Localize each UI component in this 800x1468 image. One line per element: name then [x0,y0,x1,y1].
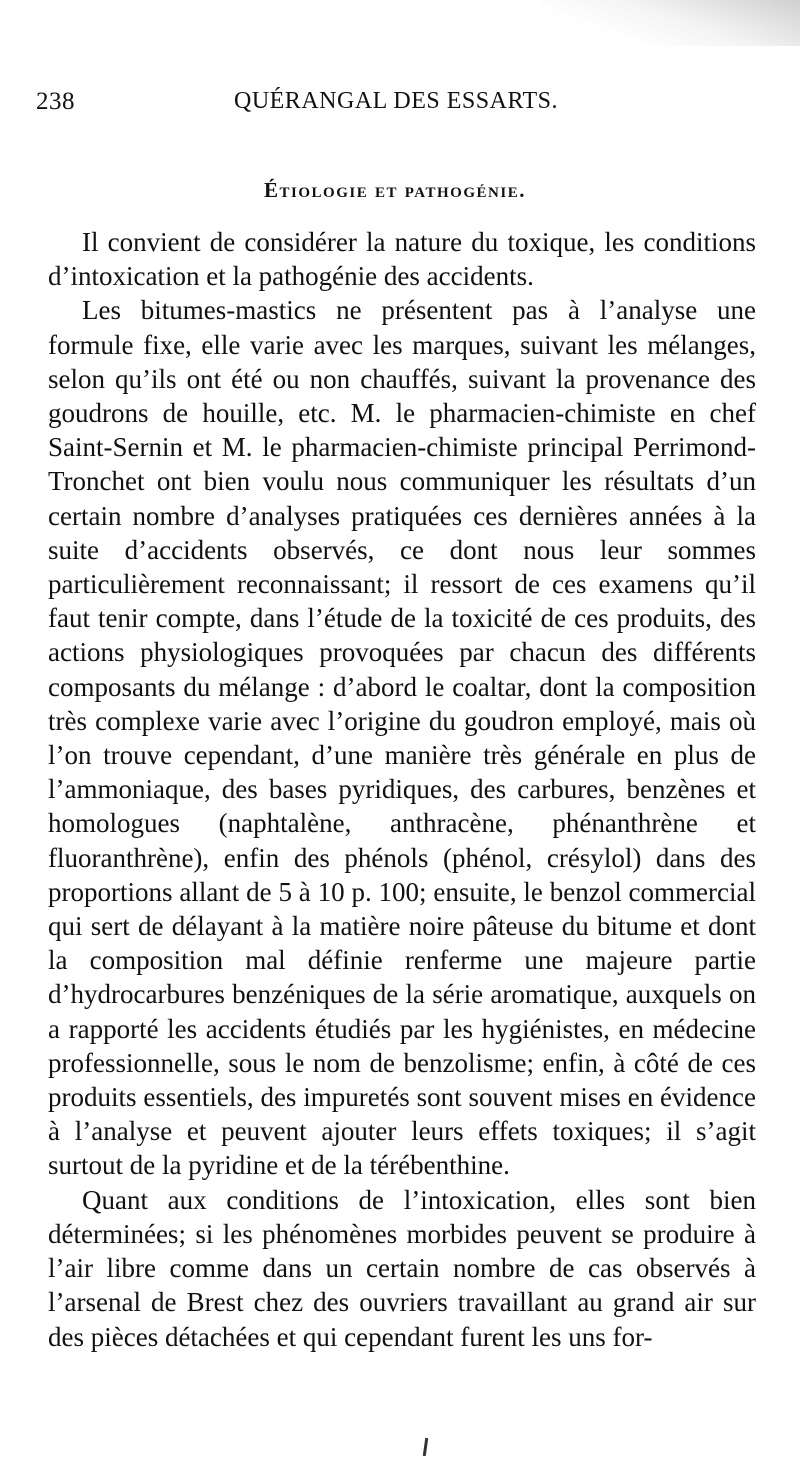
paragraph: Quant aux conditions de l’intoxication, elles sont bien déterminées; si les phénomènes morbides peuvent se produire à l’air libre comme dans un certain nombre de cas observés à l’arsenal de Brest chez des ouvriers travaillant au grand air sur des pièces détachées et qui cependant furent les uns for- [48,1184,756,1352]
running-title: QUÉRANGAL DES ESSARTS. [233,88,559,114]
paragraph: Il convient de considérer la nature du toxique, les conditions d’intoxication et la pathogénie des accidents. [48,227,756,292]
page-number: 238 [36,88,75,115]
section-heading: Étiologie et pathogénie. [264,178,526,202]
body-text [48,225,756,1354]
scan-noise [540,0,800,46]
paragraph: Les bitumes-mastics ne présentent pas à l’analyse une formule fixe, elle varie avec les marques, suivant les mélanges, selon qu’ils ont été ou non chauffés, suivant la provenance des goudrons de houille, etc. M. le pharmacien-chimiste en chef Saint-Sernin et M. le pharmacien-chimiste principal Perrimond-Tronchet ont bien voulu nous communiquer les résultats d’un certain nombre d’analyses pratiquées ces dernières années à la suite d’accidents observés, ce dont nous leur sommes particulièrement reconnaissant; il ressort de ces examens qu’il faut tenir compte, dans l’étude de la toxicité de ces produits, des actions physiologiques provoquées par chacun des différents composants du mélange : d’abord le coaltar, dont la composition très complexe varie avec l’origine du goudron employé, mais où l’on trouve cependant, d’une manière très générale en plus de l’ammoniaque, des bases pyridiques, des carbures, benzènes et homologues (naphtalène, anthracène, phénanthrène et fluoranthrène), enfin des phénols (phénol, crésylol) dans des proportions allant de 5 à 10 p. 100; ensuite, le benzol commercial qui sert de délayant à la matière noire pâteuse du bitume et dont la composition mal définie renferme une majeure partie d’hydrocarbures benzéniques de la série aromatique, auxquels on a rapporté les accidents étudiés par les hygiénistes, en médecine professionnelle, sous le nom de benzolisme; enfin, à côté de ces produits essentiels, des impuretés sont souvent mises en évidence à l’analyse et peuvent ajouter leurs effets toxiques; il s’agit surtout de la pyridine et de la térébenthine. [48,295,756,1181]
page-header [36,88,756,122]
footer-mark [423,1438,428,1456]
